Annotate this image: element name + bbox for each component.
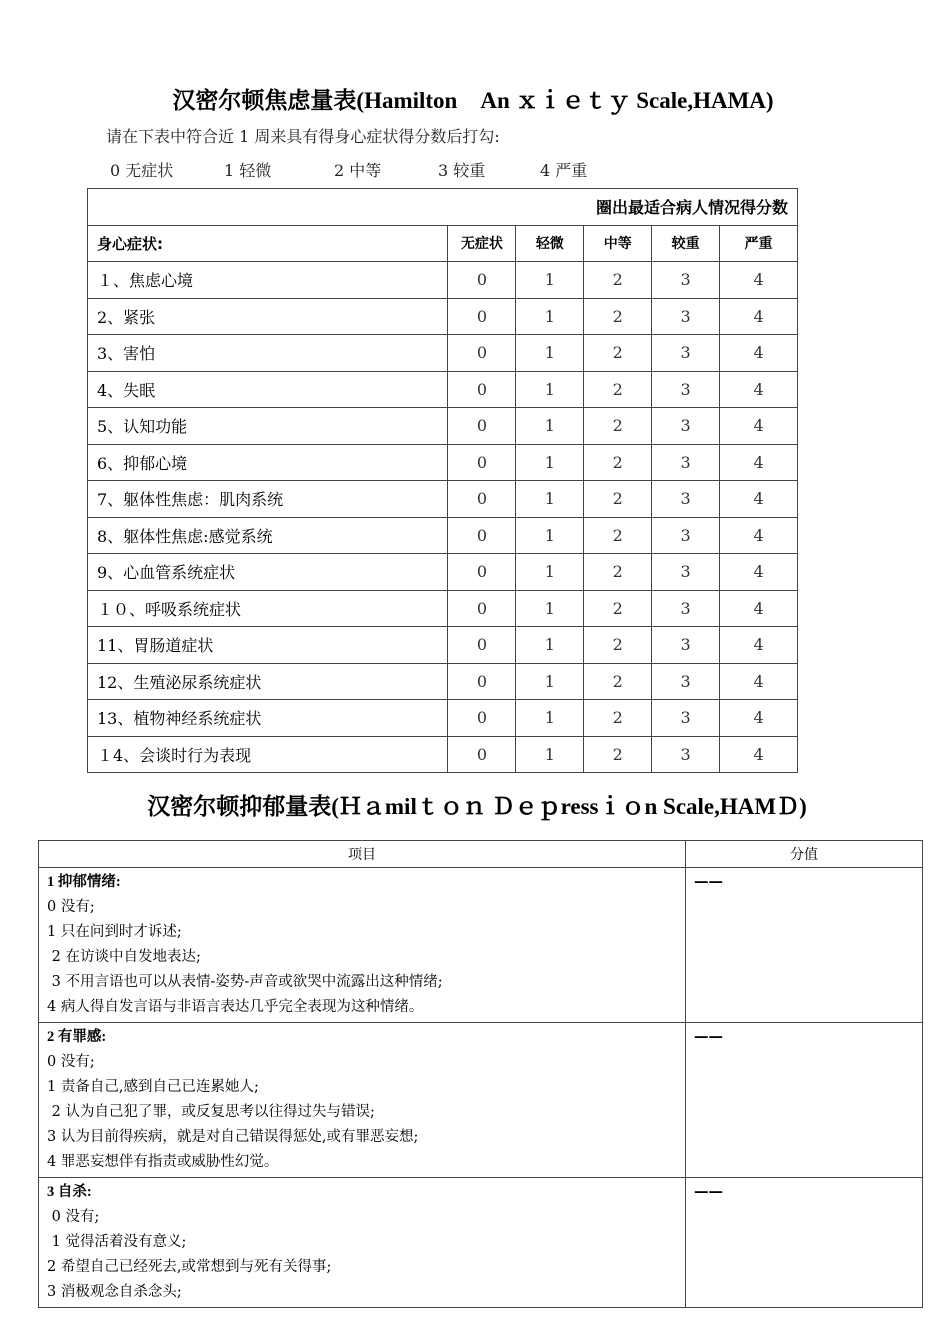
score-option[interactable]: 2 [584, 335, 652, 372]
item-option: 2 希望自己已经死去,或常想到与死有关得事; [47, 1259, 332, 1275]
table-row [39, 868, 923, 1023]
score-cell[interactable]: —— [686, 868, 923, 1023]
score-option[interactable]: 1 [516, 481, 584, 518]
hamd-title: 汉密尔顿抑郁量表(Ｈａmilｔｏｎ Ｄｅｐressｉｏn Scale,HAMＤ) [147, 794, 807, 819]
score-option[interactable]: 0 [448, 700, 516, 737]
score-option[interactable]: 4 [720, 554, 798, 591]
score-option[interactable]: 2 [584, 663, 652, 700]
item-cell [39, 1023, 686, 1178]
score-option[interactable]: 2 [584, 298, 652, 335]
table-row [88, 298, 798, 335]
score-option[interactable]: 0 [448, 371, 516, 408]
score-option[interactable]: 0 [448, 262, 516, 299]
table-row [88, 554, 798, 591]
score-cell[interactable]: —— [686, 1178, 923, 1308]
score-option[interactable]: 0 [448, 663, 516, 700]
item-title: 2 有罪感: [47, 1029, 107, 1045]
hama-table [87, 188, 798, 773]
score-option[interactable]: 0 [448, 517, 516, 554]
item-option: 4 罪恶妄想伴有指责或威胁性幻觉。 [47, 1154, 279, 1170]
legend-item: 2 中等 [334, 161, 382, 180]
score-option[interactable]: 2 [584, 736, 652, 773]
item-option: 1 只在问到时才诉述; [47, 924, 182, 940]
symptom-cell: 9、心血管系统症状 [88, 554, 448, 591]
symptom-cell: 5、认知功能 [88, 408, 448, 445]
table-row [88, 700, 798, 737]
hamd-table [38, 840, 923, 1308]
score-option[interactable]: 3 [652, 590, 720, 627]
legend-item: 3 较重 [438, 161, 486, 180]
score-option[interactable]: 0 [448, 408, 516, 445]
level-header: 较重 [652, 225, 720, 262]
symptom-cell: １０、呼吸系统症状 [88, 590, 448, 627]
score-option[interactable]: 4 [720, 700, 798, 737]
score-option[interactable]: 4 [720, 408, 798, 445]
level-header: 严重 [720, 225, 798, 262]
score-option[interactable]: 1 [516, 700, 584, 737]
hama-title: 汉密尔顿焦虑量表(Hamilton An ｘｉｅｔｙ Scale,HAMA) [172, 88, 774, 113]
score-option[interactable]: 0 [448, 444, 516, 481]
score-option[interactable]: 3 [652, 262, 720, 299]
table-row [88, 663, 798, 700]
score-option[interactable]: 1 [516, 408, 584, 445]
score-option[interactable]: 2 [584, 517, 652, 554]
score-option[interactable]: 2 [584, 408, 652, 445]
table-row [88, 444, 798, 481]
score-option[interactable]: 1 [516, 444, 584, 481]
symptom-cell: 3、害怕 [88, 335, 448, 372]
score-option[interactable]: 2 [584, 262, 652, 299]
score-option[interactable]: 0 [448, 335, 516, 372]
score-option[interactable]: 4 [720, 517, 798, 554]
score-cell[interactable]: —— [686, 1023, 923, 1178]
legend-item: 1 轻微 [224, 161, 272, 180]
symptom-cell: １、焦虑心境 [88, 262, 448, 299]
score-option[interactable]: 3 [652, 663, 720, 700]
score-option[interactable]: 0 [448, 627, 516, 664]
hama-intro: 请在下表中符合近 1 周来具有得身心症状得分数后打勾: [106, 127, 500, 146]
score-option[interactable]: 2 [584, 700, 652, 737]
symptom-cell: 2、紧张 [88, 298, 448, 335]
symptom-cell: 8、躯体性焦虑:感觉系统 [88, 517, 448, 554]
score-option[interactable]: 2 [584, 554, 652, 591]
symptom-cell: 12、生殖泌尿系统症状 [88, 663, 448, 700]
item-option: 4 病人得自发言语与非语言表达几乎完全表现为这种情绪。 [47, 999, 424, 1015]
symptom-header: 身心症状: [88, 225, 448, 262]
item-option: 3 不用言语也可以从表情-姿势-声音或欲哭中流露出这种情绪; [47, 974, 443, 990]
score-option[interactable]: 2 [584, 481, 652, 518]
score-option[interactable]: 4 [720, 262, 798, 299]
symptom-cell: １4、会谈时行为表现 [88, 736, 448, 773]
table-row [88, 481, 798, 518]
item-option: 3 认为目前得疾病，就是对自己错误得惩处,或有罪恶妄想; [47, 1129, 419, 1145]
item-option: 2 在访谈中自发地表达; [47, 949, 201, 965]
item-title: 3 自杀: [47, 1184, 92, 1200]
score-option[interactable]: 4 [720, 444, 798, 481]
table-row [88, 408, 798, 445]
score-option[interactable]: 1 [516, 590, 584, 627]
level-header: 无症状 [448, 225, 516, 262]
score-option[interactable]: 4 [720, 627, 798, 664]
score-option[interactable]: 3 [652, 736, 720, 773]
item-title: 1 抑郁情绪: [47, 874, 121, 890]
table-row [88, 736, 798, 773]
item-cell [39, 1178, 686, 1308]
table-row [88, 371, 798, 408]
item-option: 0 没有; [47, 899, 95, 915]
score-option[interactable]: 1 [516, 517, 584, 554]
item-option: 1 责备自己,感到自己已连累她人; [47, 1079, 259, 1095]
level-header: 中等 [584, 225, 652, 262]
score-option[interactable]: 3 [652, 554, 720, 591]
symptom-cell: 4、失眠 [88, 371, 448, 408]
table-row [88, 627, 798, 664]
score-option[interactable]: 0 [448, 298, 516, 335]
score-option[interactable]: 3 [652, 335, 720, 372]
score-option[interactable]: 1 [516, 335, 584, 372]
score-option[interactable]: 3 [652, 517, 720, 554]
score-option[interactable]: 1 [516, 663, 584, 700]
item-option: 2 认为自己犯了罪，或反复思考以往得过失与错误; [47, 1104, 375, 1120]
item-option: 0 没有; [47, 1054, 95, 1070]
score-option[interactable]: 1 [516, 627, 584, 664]
score-option[interactable]: 4 [720, 663, 798, 700]
column-header-item: 项目 [39, 841, 686, 868]
table-row [88, 335, 798, 372]
item-cell [39, 868, 686, 1023]
score-option[interactable]: 2 [584, 627, 652, 664]
item-option: 3 消极观念自杀念头; [47, 1284, 182, 1300]
level-header: 轻微 [516, 225, 584, 262]
column-header-score: 分值 [686, 841, 923, 868]
score-option[interactable]: 0 [448, 554, 516, 591]
symptom-cell: 7、躯体性焦虑：肌肉系统 [88, 481, 448, 518]
score-option[interactable]: 4 [720, 371, 798, 408]
score-option[interactable]: 2 [584, 371, 652, 408]
score-option[interactable]: 3 [652, 298, 720, 335]
symptom-cell: 11、胃肠道症状 [88, 627, 448, 664]
symptom-cell: 6、抑郁心境 [88, 444, 448, 481]
score-option[interactable]: 0 [448, 736, 516, 773]
score-option[interactable]: 3 [652, 444, 720, 481]
score-option[interactable]: 3 [652, 371, 720, 408]
score-option[interactable]: 3 [652, 627, 720, 664]
item-option: 1 觉得活着没有意义; [47, 1234, 187, 1250]
symptom-cell: 13、植物神经系统症状 [88, 700, 448, 737]
score-option[interactable]: 0 [448, 481, 516, 518]
score-option[interactable]: 4 [720, 335, 798, 372]
score-option[interactable]: 1 [516, 262, 584, 299]
table-row [39, 1023, 923, 1178]
score-option[interactable]: 4 [720, 590, 798, 627]
legend-item: 4 严重 [540, 161, 588, 180]
score-option[interactable]: 1 [516, 371, 584, 408]
table-caption: 圈出最适合病人情况得分数 [88, 189, 798, 226]
item-option: 0 没有; [47, 1209, 100, 1225]
score-option[interactable]: 1 [516, 298, 584, 335]
score-option[interactable]: 4 [720, 736, 798, 773]
score-option[interactable]: 2 [584, 590, 652, 627]
score-option[interactable]: 3 [652, 700, 720, 737]
score-option[interactable]: 3 [652, 481, 720, 518]
table-row [88, 590, 798, 627]
score-option[interactable]: 1 [516, 554, 584, 591]
table-row [39, 1178, 923, 1308]
score-option[interactable]: 1 [516, 736, 584, 773]
score-option[interactable]: 4 [720, 481, 798, 518]
score-option[interactable]: 2 [584, 444, 652, 481]
score-option[interactable]: 0 [448, 590, 516, 627]
score-option[interactable]: 4 [720, 298, 798, 335]
legend-item: 0 无症状 [110, 161, 174, 180]
score-option[interactable]: 3 [652, 408, 720, 445]
table-row [88, 517, 798, 554]
table-row [88, 262, 798, 299]
